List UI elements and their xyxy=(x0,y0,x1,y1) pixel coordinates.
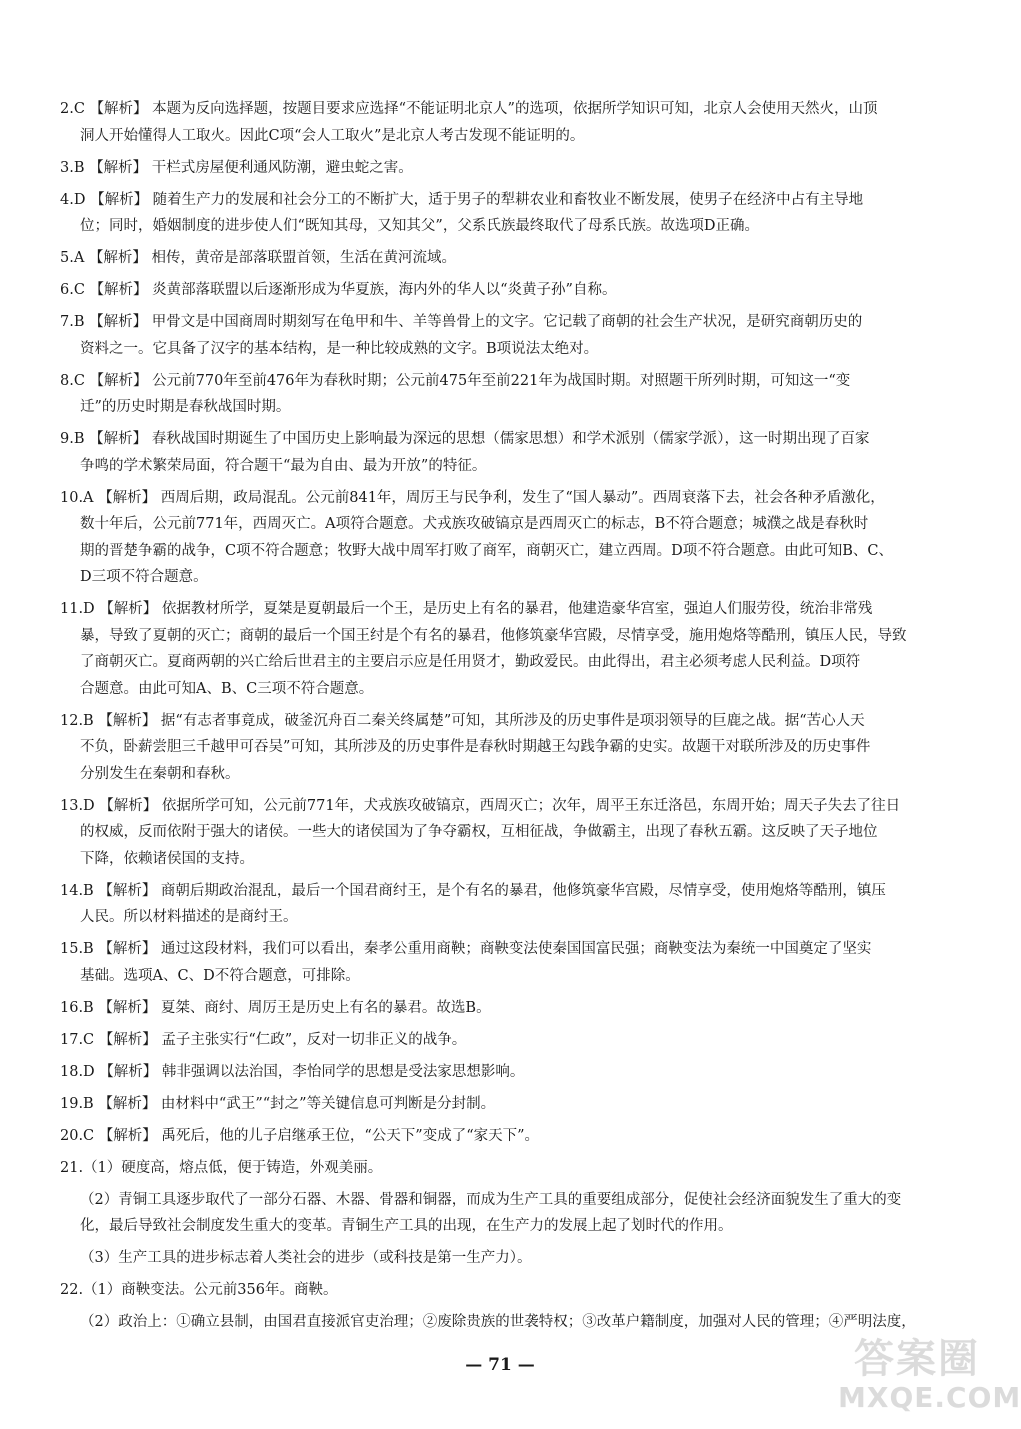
page-number: — 71 — xyxy=(465,1355,535,1375)
answer-line: 洞人开始懂得人工取火。因此C项“会人工取火”是北京人考古发现不能证明的。 xyxy=(80,127,585,144)
answer-line: 不负，卧薪尝胆三千越甲可吞吴”可知，其所涉及的历史事件是春秋时期越王勾践争霸的史实。故题干对联所涉及的历史事件 xyxy=(80,739,871,755)
answer-line: 7.B 【解析】 甲骨文是中国商周时期刻写在龟甲和牛、羊等兽骨上的文字。它记载了商朝的社会生产状况，是研究商朝历史的 xyxy=(60,314,863,330)
answer-line: （3）生产工具的进步标志着人类社会的进步（或科技是第一生产力）。 xyxy=(80,1250,532,1266)
watermark-logo xyxy=(836,1327,1021,1423)
answer-line: （2）青铜工具逐步取代了一部分石器、木器、骨器和铜器，而成为生产工具的重要组成部分，促使社会经济面貌发生了重大的变 xyxy=(80,1191,902,1208)
answer-line: 分别发生在秦朝和春秋。 xyxy=(80,765,240,782)
answer-line: 9.B 【解析】 春秋战国时期诞生了中国历史上影响最为深远的思想（儒家思想）和学术派别（儒家学派），这一时期出现了百家 xyxy=(60,431,870,447)
answer-line: 6.C 【解析】 炎黄部落联盟以后逐渐形成为华夏族，海内外的华人以“炎黄子孙”自称。 xyxy=(60,282,617,298)
answer-line: 16.B 【解析】 夏桀、商纣、周厉王是历史上有名的暴君。故选B。 xyxy=(60,999,491,1016)
answer-line: 8.C 【解析】 公元前770年至前476年为春秋时期；公元前475年至前221年为战国时期。对照题干所列时期，可知这一“变 xyxy=(60,372,851,389)
answer-line: 位；同时，婚姻制度的进步使人们“既知其母，又知其父”，父系氏族最终取代了母系氏族。故选项D正确。 xyxy=(80,218,759,234)
answer-line: （2）政治上：①确立县制，由国君直接派官吏治理；②废除贵族的世袭特权；③改革户籍制度，加强对人民的管理；④严明法度， xyxy=(80,1314,916,1330)
answer-line: 数十年后，公元前771年，西周灭亡。A项符合题意。犬戎族攻破镐京是西周灭亡的标志，B不符合题意；城濮之战是春秋时 xyxy=(80,516,869,532)
answer-line: 基础。选项A、C、D不符合题意，可排除。 xyxy=(80,967,360,984)
answer-line: 11.D 【解析】 依据教材所学，夏桀是夏朝最后一个王，是历史上有名的暴君，他建造豪华宫室，强迫人们服劳役，统治非常残 xyxy=(60,601,873,617)
answer-line: 14.B 【解析】 商朝后期政治混乱，最后一个国君商纣王，是个有名的暴君，他修筑豪华宫殿，尽情享受，使用炮烙等酷刑，镇压 xyxy=(60,882,886,899)
answer-line: 20.C 【解析】 禹死后，他的儿子启继承王位，“公天下”变成了“家天下”。 xyxy=(60,1127,540,1144)
answer-line: 22.（1）商鞅变法。公元前356年。商鞅。 xyxy=(60,1282,338,1298)
answer-line: 争鸣的学术繁荣局面，符合题干“最为自由、最为开放”的特征。 xyxy=(80,457,487,474)
watermark-cn: 答案圈 xyxy=(854,1336,980,1382)
answer-line: 下降，依赖诸侯国的支持。 xyxy=(80,850,254,867)
answer-line: D三项不符合题意。 xyxy=(80,569,208,585)
answer-line: 期的晋楚争霸的战争，C项不符合题意；牧野大战中周军打败了商军，商朝灭亡，建立西周。D项不符合题意。由此可知B、C、 xyxy=(80,542,893,559)
answer-line: 3.B 【解析】 干栏式房屋便利通风防潮，避虫蛇之害。 xyxy=(60,159,413,176)
answer-line: 12.B 【解析】 据“有志者事竟成，破釜沉舟百二秦关终属楚”可知，其所涉及的历史事件是项羽领导的巨鹿之战。据“苦心人天 xyxy=(60,712,865,729)
watermark-en: MXQE.COM xyxy=(838,1381,1021,1414)
answer-line: 5.A 【解析】 相传，黄帝是部落联盟首领，生活在黄河流域。 xyxy=(60,250,457,266)
answer-line: 化，最后导致社会制度发生重大的变革。青铜生产工具的出现，在生产力的发展上起了划时代的作用。 xyxy=(80,1218,733,1234)
answer-line: 15.B 【解析】 通过这段材料，我们可以看出，秦孝公重用商鞅；商鞅变法使秦国国富民强；商鞅变法为秦统一中国奠定了坚实 xyxy=(60,941,872,957)
answer-line: 13.D 【解析】 依据所学可知，公元前771年，犬戎族攻破镐京，西周灭亡；次年，周平王东迁洛邑，东周开始；周天子失去了往日 xyxy=(60,797,901,814)
answer-line: 4.D 【解析】 随着生产力的发展和社会分工的不断扩大，适于男子的犁耕农业和畜牧业不断发展，使男子在经济中占有主导地 xyxy=(60,191,864,208)
answer-line: 19.B 【解析】 由材料中“武王”“封之”等关键信息可判断是分封制。 xyxy=(60,1095,496,1112)
answer-line: 10.A 【解析】 西周后期，政局混乱。公元前841年，周厉王与民争利，发生了“国人暴动”。西周衰落下去，社会各种矛盾激化， xyxy=(60,489,885,506)
answer-line: 2.C 【解析】 本题为反向选择题，按题目要求应选择“不能证明北京人”的选项，依据所学知识可知，北京人会使用天然火，山顶 xyxy=(60,101,878,117)
answer-line: 合题意。由此可知A、B、C三项不符合题意。 xyxy=(80,680,374,697)
answer-line: 的权威，反而依附于强大的诸侯。一些大的诸侯国为了争夺霸权，互相征战，争做霸主，出现了春秋五霸。这反映了天子地位 xyxy=(80,824,878,840)
answer-line: 18.D 【解析】 韩非强调以法治国，李怡同学的思想是受法家思想影响。 xyxy=(60,1063,525,1080)
answer-line: 21.（1）硬度高，熔点低，便于铸造，外观美丽。 xyxy=(60,1159,383,1176)
answer-line: 资料之一。它具备了汉字的基本结构，是一种比较成熟的文字。B项说法太绝对。 xyxy=(80,340,599,357)
answer-line: 了商朝灭亡。夏商两朝的兴亡给后世君主的主要启示应是任用贤才，勤政爱民。由此得出，君主必须考虑人民利益。D项符 xyxy=(80,654,861,670)
answer-page xyxy=(60,96,948,1336)
answer-line: 迁”的历史时期是春秋战国时期。 xyxy=(80,399,291,415)
answer-line: 暴，导致了夏朝的灭亡；商朝的最后一个国王纣是个有名的暴君，他修筑豪华宫殿，尽情享受，施用炮烙等酷刑，镇压人民，导致 xyxy=(80,627,907,644)
answer-line: 17.C 【解析】 孟子主张实行“仁政”，反对一切非正义的战争。 xyxy=(60,1031,467,1048)
answer-line: 人民。所以材料描述的是商纣王。 xyxy=(80,909,298,925)
